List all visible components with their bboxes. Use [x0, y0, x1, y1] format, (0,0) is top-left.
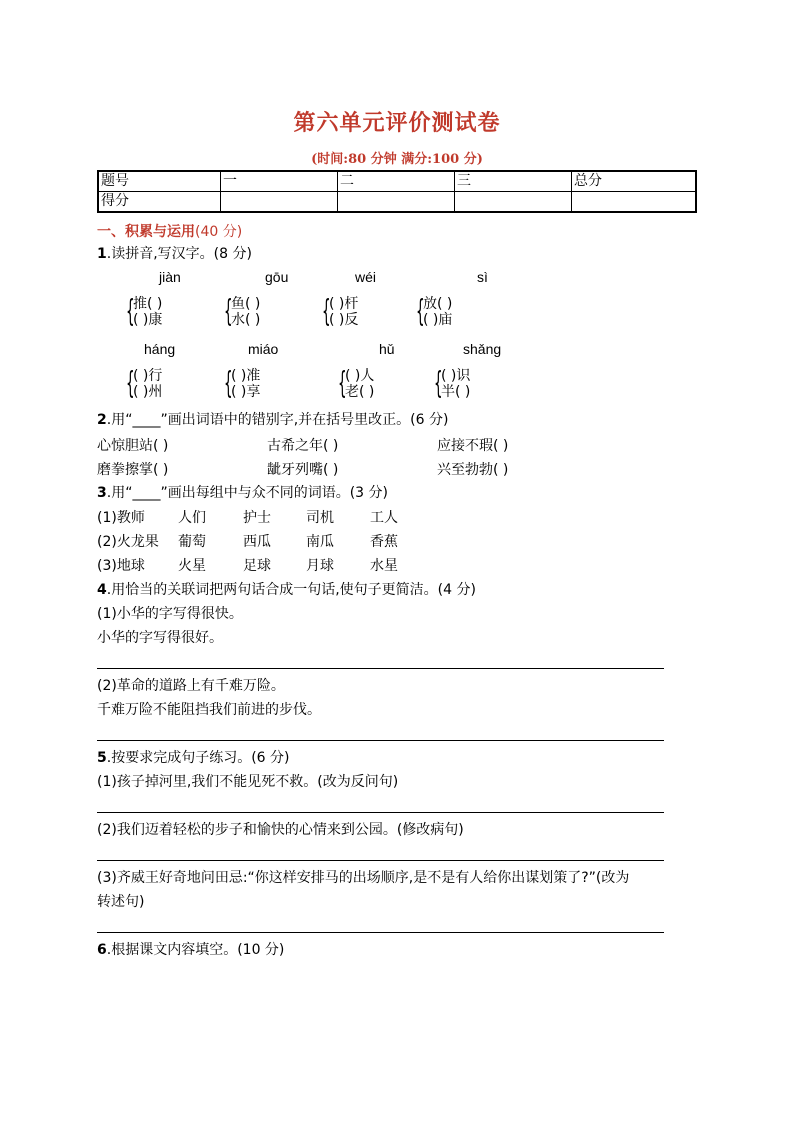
question-number: 3	[97, 485, 107, 501]
question-text: .用恰当的关联词把两句话合成一句话,使句子更简洁。(4 分)	[106, 582, 476, 598]
answer-line[interactable]	[97, 932, 664, 933]
word-option[interactable]: (2)火龙果	[97, 534, 159, 550]
char-group	[224, 294, 261, 329]
word-option[interactable]: 足球	[243, 558, 271, 574]
table-cell: 总分	[572, 171, 697, 192]
question-4	[97, 580, 476, 600]
table-row	[98, 192, 696, 213]
word-option[interactable]: (3)地球	[97, 558, 145, 574]
char-blank[interactable]: ( )杆	[329, 296, 359, 312]
char-blank[interactable]: ( )康	[133, 312, 163, 328]
score-input-cell[interactable]	[221, 192, 338, 213]
correction-item[interactable]: 古希之年( )	[267, 438, 339, 454]
char-blank[interactable]: 鱼( )	[231, 296, 261, 312]
section-heading	[97, 221, 242, 241]
char-blank[interactable]: 放( )	[423, 296, 453, 312]
exam-info: (时间:80 分钟 满分:100 分)	[311, 152, 483, 167]
answer-line[interactable]	[97, 668, 664, 669]
question-text: .根据课文内容填空。(10 分)	[106, 942, 285, 958]
section-points: (40 分)	[195, 224, 243, 240]
answer-line[interactable]	[97, 860, 664, 861]
pinyin: hǔ	[379, 341, 395, 357]
brace-icon: {	[126, 366, 135, 401]
pinyin: sì	[477, 269, 488, 285]
correction-item[interactable]: 心惊胆站( )	[97, 438, 169, 454]
question-text: .按要求完成句子练习。(6 分)	[106, 750, 290, 766]
answer-line[interactable]	[97, 740, 664, 741]
question-3	[97, 483, 388, 503]
brace-icon: {	[338, 366, 347, 401]
char-blank[interactable]: 半( )	[441, 384, 471, 400]
table-cell: 得分	[98, 192, 221, 213]
score-table	[97, 170, 697, 213]
char-group	[434, 366, 471, 401]
sentence: (2)革命的道路上有千难万险。	[97, 678, 285, 694]
char-blank[interactable]: ( )人	[345, 368, 375, 384]
word-option[interactable]: 司机	[306, 510, 334, 526]
char-group	[126, 294, 163, 329]
char-blank[interactable]: ( )反	[329, 312, 359, 328]
sentence: 千难万险不能阻挡我们前进的步伐。	[97, 702, 321, 718]
table-cell: 题号	[98, 171, 221, 192]
brace-icon: {	[126, 294, 135, 329]
char-blank[interactable]: ( )庙	[423, 312, 453, 328]
question-1	[97, 244, 252, 264]
brace-icon: {	[224, 366, 233, 401]
pinyin: shǎng	[463, 341, 502, 357]
pinyin: gōu	[265, 269, 289, 285]
table-cell: 二	[338, 171, 455, 192]
score-input-cell[interactable]	[338, 192, 455, 213]
word-option[interactable]: 南瓜	[306, 534, 334, 550]
correction-item[interactable]: 兴至勃勃( )	[437, 462, 509, 478]
table-row	[98, 171, 696, 192]
sentence: 转述句)	[97, 894, 145, 910]
char-blank[interactable]: 推( )	[133, 296, 163, 312]
question-number: 4	[97, 582, 107, 598]
char-blank[interactable]: ( )享	[231, 384, 261, 400]
pinyin: háng	[144, 341, 176, 357]
word-option[interactable]: 葡萄	[178, 534, 206, 550]
brace-icon: {	[434, 366, 443, 401]
score-input-cell[interactable]	[572, 192, 697, 213]
char-blank[interactable]: ( )识	[441, 368, 471, 384]
word-option[interactable]: 香蕉	[370, 534, 398, 550]
sentence: 小华的字写得很好。	[97, 630, 223, 646]
table-cell: 一	[221, 171, 338, 192]
answer-line[interactable]	[97, 812, 664, 813]
score-input-cell[interactable]	[455, 192, 572, 213]
pinyin: jiàn	[159, 269, 181, 285]
brace-icon: {	[416, 294, 425, 329]
question-text: .用“____”画出词语中的错别字,并在括号里改正。(6 分)	[106, 412, 449, 428]
word-option[interactable]: (1)教师	[97, 510, 145, 526]
char-blank[interactable]: ( )准	[231, 368, 261, 384]
char-blank[interactable]: ( )行	[133, 368, 163, 384]
word-option[interactable]: 月球	[306, 558, 334, 574]
table-cell: 三	[455, 171, 572, 192]
question-2	[97, 410, 448, 430]
question-text: .用“____”画出每组中与众不同的词语。(3 分)	[106, 485, 388, 501]
word-option[interactable]: 火星	[178, 558, 206, 574]
sentence: (3)齐威王好奇地问田忌:“你这样安排马的出场顺序,是不是有人给你出谋划策了?”(改为	[97, 870, 630, 886]
word-option[interactable]: 工人	[370, 510, 398, 526]
char-blank[interactable]: 老( )	[345, 384, 375, 400]
char-group	[322, 294, 359, 329]
question-number: 2	[97, 412, 107, 428]
char-group	[416, 294, 453, 329]
brace-icon: {	[322, 294, 331, 329]
question-text: .读拼音,写汉字。(8 分)	[106, 246, 252, 262]
char-group	[338, 366, 375, 401]
char-blank[interactable]: ( )州	[133, 384, 163, 400]
question-number: 6	[97, 942, 107, 958]
word-option[interactable]: 西瓜	[243, 534, 271, 550]
pinyin: miáo	[248, 341, 279, 357]
char-group	[224, 366, 261, 401]
sentence: (1)小华的字写得很快。	[97, 606, 243, 622]
correction-item[interactable]: 应接不瑕( )	[437, 438, 509, 454]
pinyin: wéi	[355, 269, 377, 285]
section-label: 一、积累与运用	[97, 224, 195, 240]
brace-icon: {	[224, 294, 233, 329]
question-5	[97, 748, 289, 768]
char-blank[interactable]: 水( )	[231, 312, 261, 328]
sentence: (1)孩子掉河里,我们不能见死不救。(改为反问句)	[97, 774, 399, 790]
page-title: 第六单元评价测试卷	[293, 110, 501, 136]
correction-item[interactable]: 龇牙列嘴( )	[267, 462, 339, 478]
sentence: (2)我们迈着轻松的步子和愉快的心情来到公园。(修改病句)	[97, 822, 464, 838]
char-group	[126, 366, 163, 401]
word-option[interactable]: 人们	[178, 510, 206, 526]
question-number: 1	[97, 246, 107, 262]
word-option[interactable]: 护士	[243, 510, 271, 526]
question-6	[97, 940, 284, 960]
correction-item[interactable]: 磨拳擦掌( )	[97, 462, 169, 478]
question-number: 5	[97, 750, 107, 766]
word-option[interactable]: 水星	[370, 558, 398, 574]
